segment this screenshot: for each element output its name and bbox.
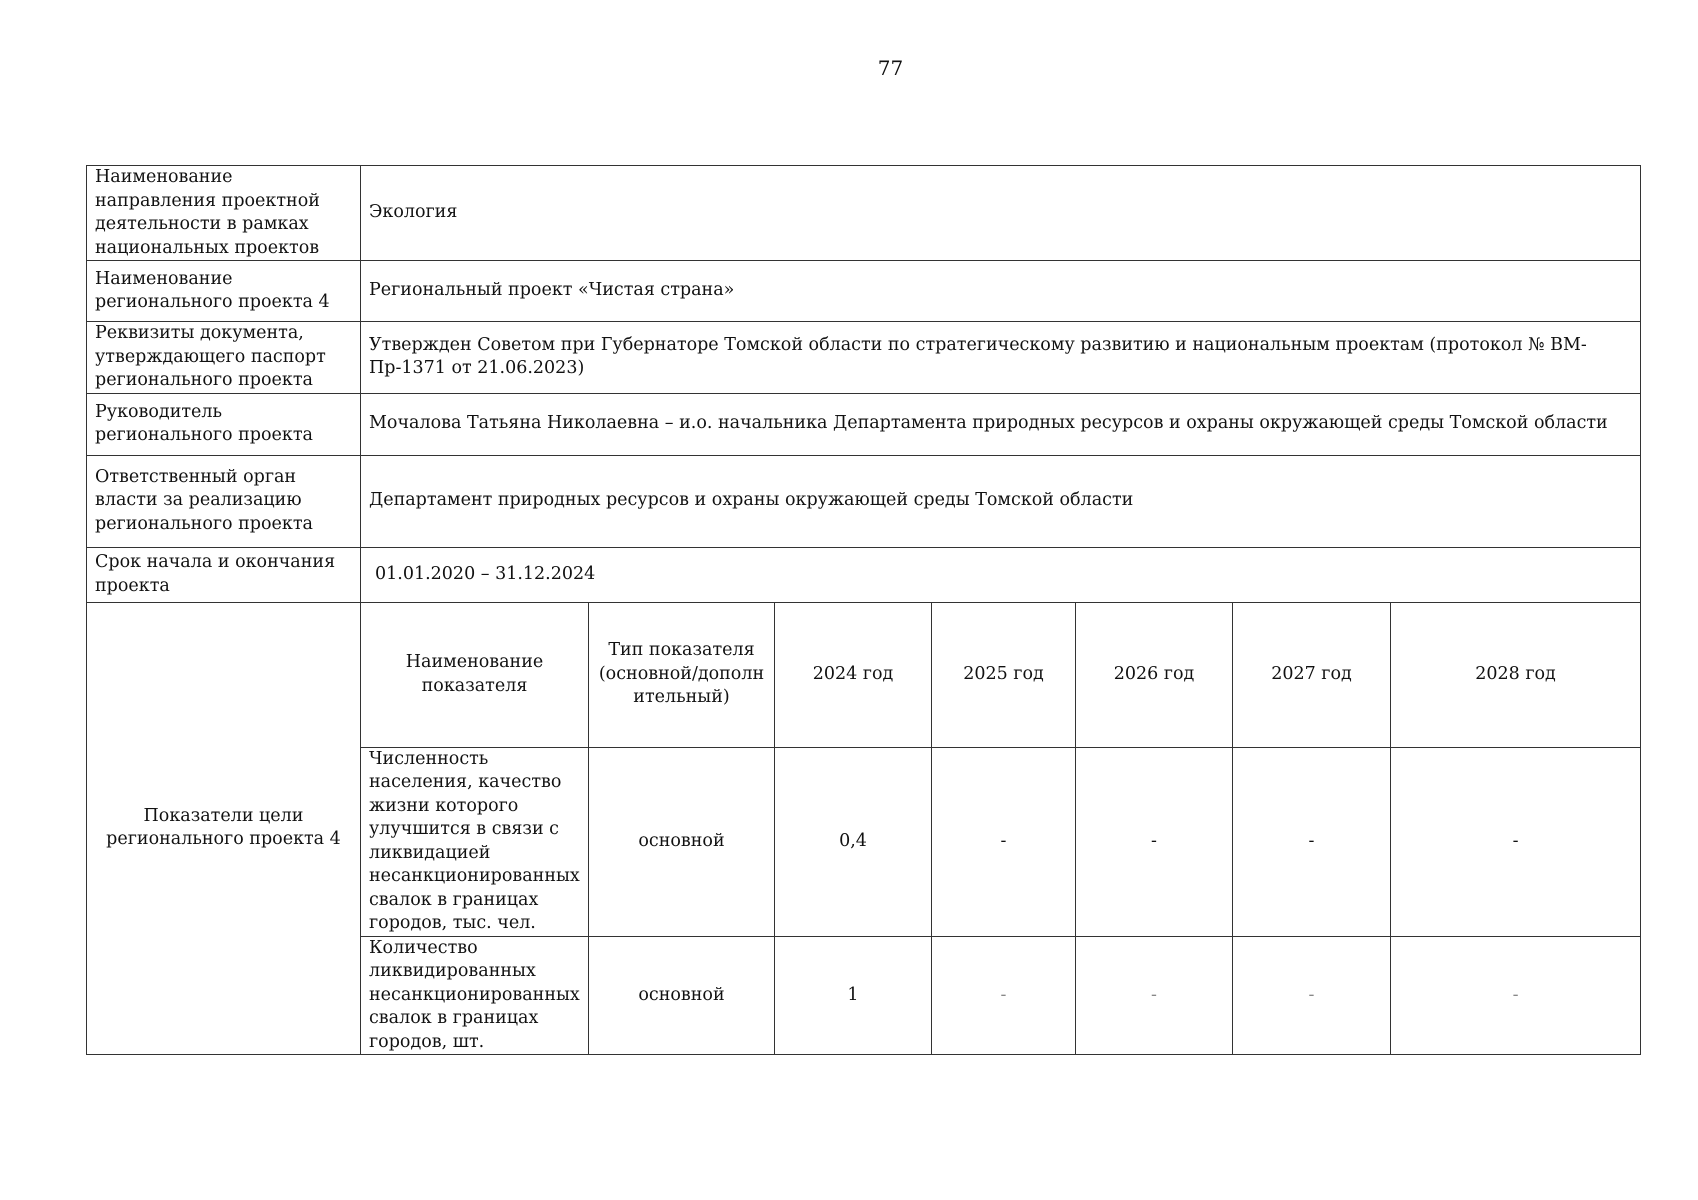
indicator-value-2026: - xyxy=(1076,747,1233,936)
indicator-value-2025: - xyxy=(932,747,1076,936)
indicator-name: Численность населения, качество жизни которого улучшится в связи с ликвидацией несанкционированных свалок в границах городов, тыс. чел. xyxy=(361,747,589,936)
row-document-requisites xyxy=(87,322,1641,394)
responsible-body-label: Ответственный орган власти за реализацию регионального проекта xyxy=(87,455,361,547)
project-name-value: Региональный проект «Чистая страна» xyxy=(361,261,1641,322)
indicator-name: Количество ликвидированных несанкционированных свалок в границах городов, шт. xyxy=(361,936,589,1055)
project-period-label: Срок начала и окончания проекта xyxy=(87,547,361,602)
indicator-value-2026: - xyxy=(1076,936,1233,1055)
project-name-label: Наименование регионального проекта 4 xyxy=(87,261,361,322)
project-head-value: Мочалова Татьяна Николаевна – и.о. начальника Департамента природных ресурсов и охраны окружающей среды Томской области xyxy=(361,393,1641,455)
indicator-type-header: Тип показателя (основной/дополн ительный) xyxy=(589,602,775,747)
project-period-value: 01.01.2020 – 31.12.2024 xyxy=(361,547,1641,602)
indicators-section-label: Показатели цели регионального проекта 4 xyxy=(87,602,361,1055)
row-project-head xyxy=(87,393,1641,455)
indicator-header-row xyxy=(87,602,1641,747)
row-project-period xyxy=(87,547,1641,602)
page-number: 77 xyxy=(877,56,904,80)
project-head-label: Руководитель регионального проекта xyxy=(87,393,361,455)
indicator-value-2024: 0,4 xyxy=(775,747,932,936)
year-header-2025: 2025 год xyxy=(932,602,1076,747)
indicator-value-2024: 1 xyxy=(775,936,932,1055)
year-header-2026: 2026 год xyxy=(1076,602,1233,747)
indicator-value-2027: - xyxy=(1233,936,1391,1055)
year-header-2024: 2024 год xyxy=(775,602,932,747)
indicator-value-2025: - xyxy=(932,936,1076,1055)
row-responsible-body xyxy=(87,455,1641,547)
indicator-type: основной xyxy=(589,747,775,936)
year-header-2028: 2028 год xyxy=(1391,602,1641,747)
row-direction xyxy=(87,166,1641,261)
responsible-body-value: Департамент природных ресурсов и охраны окружающей среды Томской области xyxy=(361,455,1641,547)
direction-label: Наименование направления проектной деятельности в рамках национальных проектов xyxy=(87,166,361,261)
document-requisites-label: Реквизиты документа, утверждающего паспорт регионального проекта xyxy=(87,322,361,394)
indicator-value-2028: - xyxy=(1391,936,1641,1055)
row-project-name xyxy=(87,261,1641,322)
indicator-type: основной xyxy=(589,936,775,1055)
year-header-2027: 2027 год xyxy=(1233,602,1391,747)
project-passport-table xyxy=(86,165,1641,1055)
direction-value: Экология xyxy=(361,166,1641,261)
indicator-value-2027: - xyxy=(1233,747,1391,936)
indicator-value-2028: - xyxy=(1391,747,1641,936)
indicator-name-header: Наименование показателя xyxy=(361,602,589,747)
document-requisites-value: Утвержден Советом при Губернаторе Томской области по стратегическому развитию и национальным проектам (протокол № ВМ-Пр-1371 от 21.06.2023) xyxy=(361,322,1641,394)
